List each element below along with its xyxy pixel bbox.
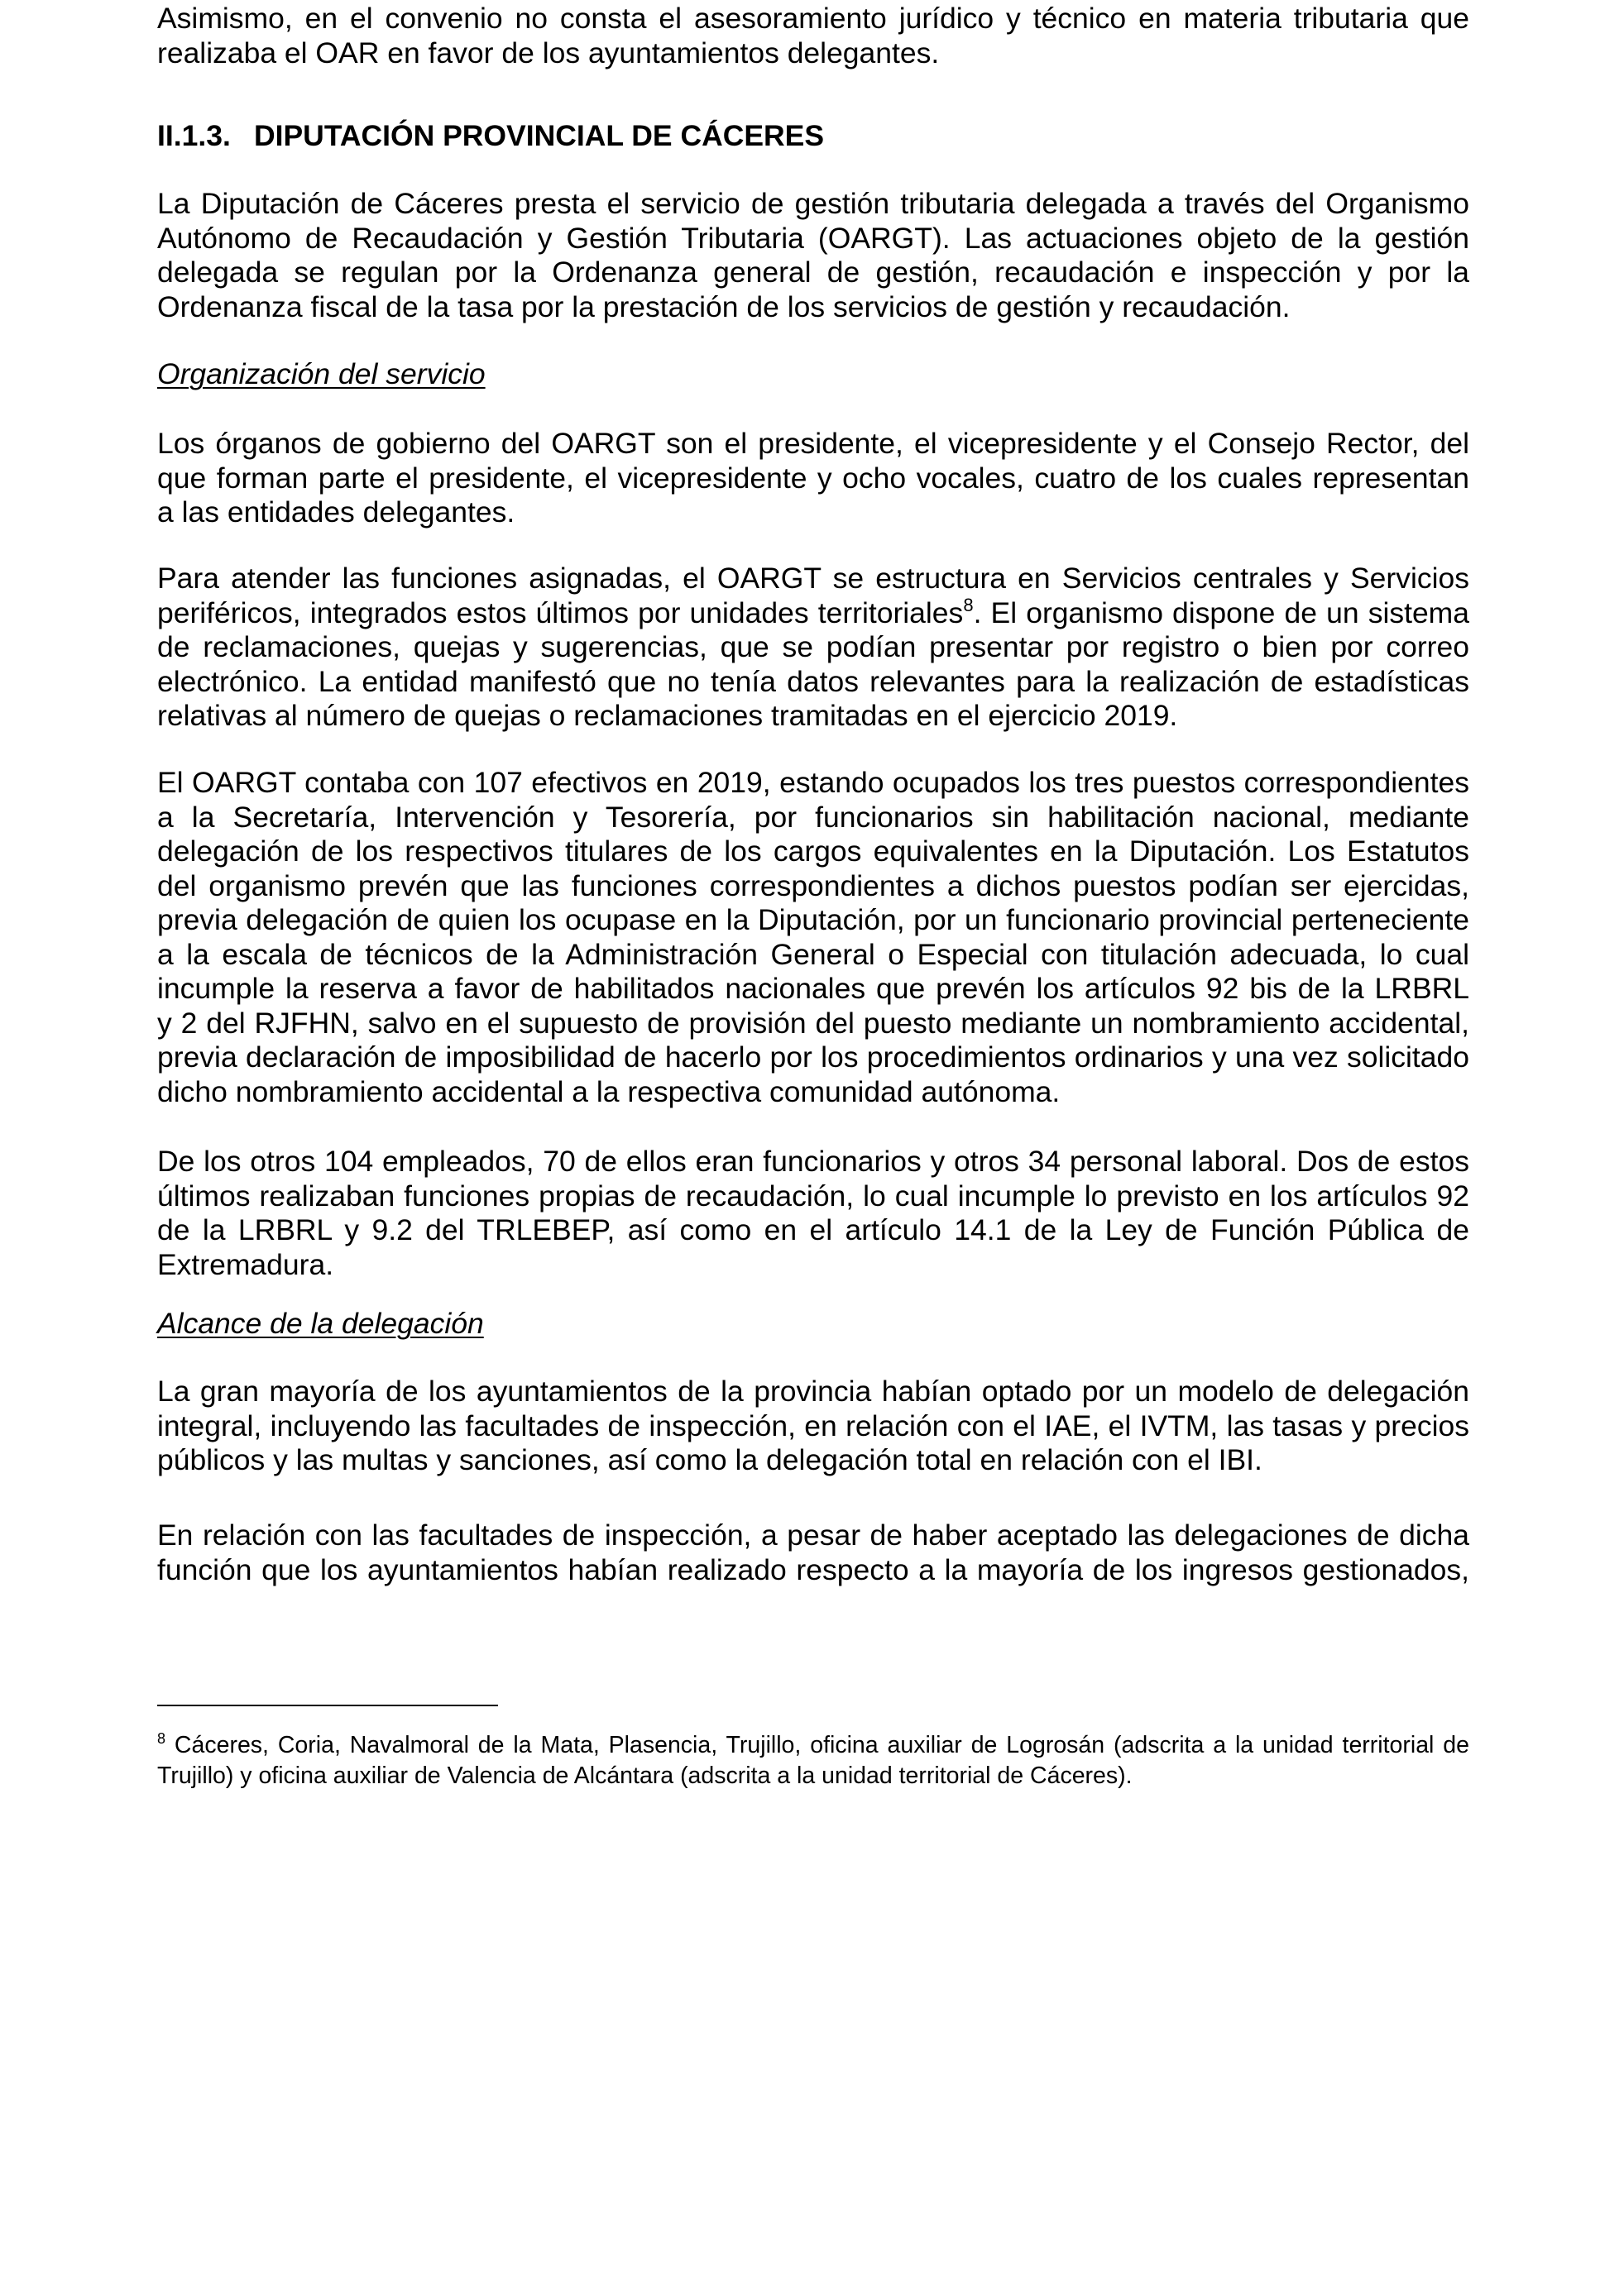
footnote: [157, 1730, 1469, 1791]
text-line: Extremadura.: [157, 1247, 334, 1281]
text-line: [157, 596, 1469, 631]
text-line: a las entidades delegantes.: [157, 495, 515, 529]
footnote-line: [157, 1730, 1469, 1761]
text-line: delegada se regulan por la Ordenanza general de gestión, recaudación e inspección y por la: [157, 256, 1469, 289]
footnote-separator: [157, 1705, 498, 1706]
section-heading: [157, 119, 1469, 154]
text-line: electrónico. La entidad manifestó que no tenía datos relevantes para la realización de estadísticas: [157, 664, 1469, 698]
text-line: de la LRBRL y 9.2 del TRLEBEP, así como en el artículo 14.1 de la Ley de Función Pública de: [157, 1213, 1469, 1246]
paragraph-organos-gobierno: [157, 427, 1469, 530]
subheading-text: Organización del servicio: [157, 357, 486, 390]
text-line: delegación de los respectivos titulares de los cargos equivalentes en la Diputación. Los Estatutos: [157, 835, 1469, 868]
text-line: a la escala de técnicos de la Administración General o Especial con titulación adecuada, lo cual: [157, 937, 1469, 971]
text-line: función que los ayuntamientos habían realizado respecto a la mayoría de los ingresos gestionados,: [157, 1552, 1469, 1586]
text-line: previa declaración de imposibilidad de hacerlo por los procedimientos ordinarios y una vez solicitado: [157, 1040, 1469, 1074]
text-segment: periféricos, integrados estos últimos por unidades territoriales: [157, 596, 964, 629]
text-line: Asimismo, en el convenio no consta el asesoramiento jurídico y técnico en materia tributaria que: [157, 2, 1469, 35]
subheading-text: Alcance de la delegación: [157, 1307, 484, 1340]
text-segment: . El organismo dispone de un sistema: [973, 596, 1469, 629]
text-line: En relación con las facultades de inspección, a pesar de haber aceptado las delegaciones de dicha: [157, 1519, 1469, 1552]
paragraph-efectivos: [157, 766, 1469, 1109]
footnote-mark: 8: [157, 1730, 166, 1747]
text-line: y 2 del RJFHN, salvo en el supuesto de provisión del puesto mediante un nombramiento accidental,: [157, 1006, 1469, 1040]
text-line: Ordenanza fiscal de la tasa por la prestación de los servicios de gestión y recaudación.: [157, 289, 1291, 323]
text-line: incumple la reserva a favor de habilitados nacionales que prevén los artículos 92 bis de la LRBRL: [157, 972, 1469, 1005]
text-line: últimos realizaban funciones propias de recaudación, lo cual incumple lo previsto en los artículos 92: [157, 1179, 1469, 1213]
text-line: previa delegación de quien los ocupase en la Diputación, por un funcionario provincial perteneciente: [157, 903, 1469, 936]
footnote-reference[interactable]: 8: [963, 594, 974, 615]
paragraph-estructura: [157, 562, 1469, 734]
text-line: que forman parte el presidente, el vicepresidente y ocho vocales, cuatro de los cuales representan: [157, 461, 1469, 495]
text-line: dicho nombramiento accidental a la respectiva comunidad autónoma.: [157, 1074, 1061, 1108]
paragraph-modelo-delegacion: [157, 1375, 1469, 1478]
footnote-text: Cáceres, Coria, Navalmoral de la Mata, Plasencia, Trujillo, oficina auxiliar de Logrosán (adscrita a la unidad territorial de: [165, 1732, 1469, 1758]
footnote-line: Trujillo) y oficina auxiliar de Valencia de Alcántara (adscrita a la unidad territorial de Cáceres).: [157, 1763, 1133, 1789]
text-line: del organismo prevén que las funciones correspondientes a dichos puestos podían ser ejercidas,: [157, 868, 1469, 902]
paragraph-intro-oargt: [157, 187, 1469, 324]
section-title: DIPUTACIÓN PROVINCIAL DE CÁCERES: [254, 119, 825, 152]
text-line: integral, incluyendo las facultades de inspección, en relación con el IAE, el IVTM, las tasas y precios: [157, 1409, 1469, 1442]
section-number: II.1.3.: [157, 119, 231, 152]
text-line: realizaba el OAR en favor de los ayuntamientos delegantes.: [157, 36, 940, 69]
text-line: Los órganos de gobierno del OARGT son el presidente, el vicepresidente y el Consejo Rector, del: [157, 427, 1469, 460]
subheading-organizacion: [157, 357, 1469, 392]
text-line: La gran mayoría de los ayuntamientos de la provincia habían optado por un modelo de delegación: [157, 1375, 1469, 1408]
paragraph-facultades-inspeccion: [157, 1519, 1469, 1587]
text-line: Autónomo de Recaudación y Gestión Tributaria (OARGT). Las actuaciones objeto de la gestión: [157, 221, 1469, 255]
subheading-alcance: [157, 1307, 1469, 1342]
text-line: públicos y las multas y sanciones, así como la delegación total en relación con el IBI.: [157, 1443, 1262, 1476]
paragraph-empleados: [157, 1145, 1469, 1282]
text-line: a la Secretaría, Intervención y Tesorería, por funcionarios sin habilitación nacional, mediante: [157, 800, 1469, 834]
text-line: de reclamaciones, quejas y sugerencias, que se podían presentar por registro o bien por correo: [157, 630, 1469, 663]
text-line: El OARGT contaba con 107 efectivos en 2019, estando ocupados los tres puestos correspondientes: [157, 766, 1469, 799]
text-line: relativas al número de quejas o reclamaciones tramitadas en el ejercicio 2019.: [157, 699, 1178, 732]
text-line: Para atender las funciones asignadas, el OARGT se estructura en Servicios centrales y Servicios: [157, 562, 1469, 595]
text-line: La Diputación de Cáceres presta el servicio de gestión tributaria delegada a través del Organismo: [157, 187, 1469, 220]
intro-paragraph: [157, 2, 1469, 70]
text-line: De los otros 104 empleados, 70 de ellos eran funcionarios y otros 34 personal laboral. Dos de estos: [157, 1145, 1469, 1178]
